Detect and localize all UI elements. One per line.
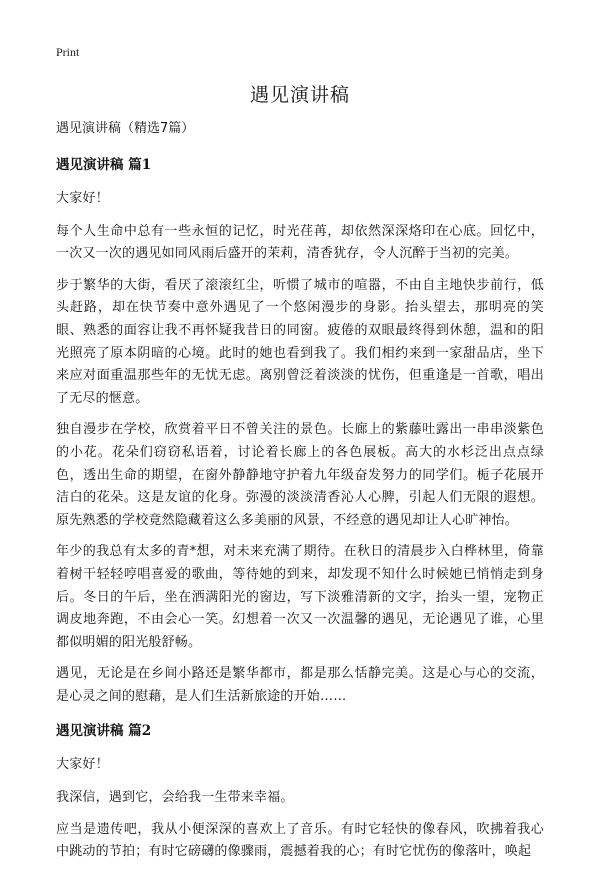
document-body xyxy=(56,120,544,873)
paragraph: 应当是遗传吧，我从小便深深的喜欢上了音乐。有时它轻快的像春风，吹拂着我心中跳动的节拍；有时它磅礴的像骤雨，震撼着我的心；有时它忧伤的像落叶，唤起 xyxy=(56,821,544,860)
greeting: 大家好！ xyxy=(56,191,109,206)
page-title: 遇见演讲稿 xyxy=(249,84,350,106)
paragraph: 独自漫步在学校，欣赏着平日不曾关注的景色。长廊上的紫藤吐露出一串串淡紫色的小花。花朵们窃窃私语着，讨论着长廊上的各色展板。高大的水杉泛出点点绿色，透出生命的期望，在窗外静静地守护着九年级奋发努力的同学们。栀子花展开洁白的花朵。这是友谊的化身。弥漫的淡淡清香沁人心脾，引起人们无限的遐想。原先熟悉的学校竟然隐藏着这么多美丽的风景，不经意的遇见却让人心旷神怡。 xyxy=(56,422,544,528)
section-heading: 遇见演讲稿 篇2 xyxy=(56,723,152,740)
greeting: 大家好！ xyxy=(56,757,109,773)
paragraph: 每个人生命中总有一些永恒的记忆，时光荏苒，却依然深深烙印在心底。回忆中，一次又一次的遇见如同风雨后盛开的茉莉，清香犹存，令人沉醉于当初的完美。 xyxy=(56,223,544,262)
section-2 xyxy=(56,722,544,863)
paragraph: 步于繁华的大街，看厌了滚滚红尘，听惯了城市的喧嚣，不由自主地快步前行，低头赶路，却在快节奏中意外遇见了一个悠闲漫步的身影。抬头望去，那明亮的笑眼、熟悉的面容让我不再怀疑我昔日的同窗。疲倦的双眼最终得到休憩，温和的阳光照亮了原本阴暗的心境。此时的她也看到我了。我们相约来到一家甜品店，坐下来应对面重温那些年的无忧无虑。离别曾泛着淡淡的忧伤，但重逢是一首歌，唱出了无尽的惬意。 xyxy=(56,277,544,406)
paragraph: 遇见，无论是在乡间小路还是繁华都市，都是那么恬静完美。这是心与心的交流，是心灵之间的慰藉，是人们生活新旅途的开始…… xyxy=(56,666,544,704)
section-heading: 遇见演讲稿 篇1 xyxy=(56,157,152,173)
print-link[interactable]: Print xyxy=(56,45,80,59)
paragraph: 年少的我总有太多的青*想，对未来充满了期待。在秋日的清晨步入白桦林里，倚靠着树干轻轻哼唱喜爱的歌曲，等待她的到来，却发现不知什么时候她已悄悄走到身后。冬日的午后，坐在洒满阳光的窗边，写下淡雅清新的文字，抬头一望，宠物正调皮地奔跑，不由会心一笑。幻想着一次又一次温馨的遇见，无论遇见了谁，心里都似明媚的阳光般舒畅。 xyxy=(56,544,544,650)
document-subtitle: 遇见演讲稿（精选7篇） xyxy=(56,121,195,136)
paragraph: 我深信，遇到它，会给我一生带来幸福。 xyxy=(56,790,294,806)
section-1 xyxy=(56,156,544,708)
